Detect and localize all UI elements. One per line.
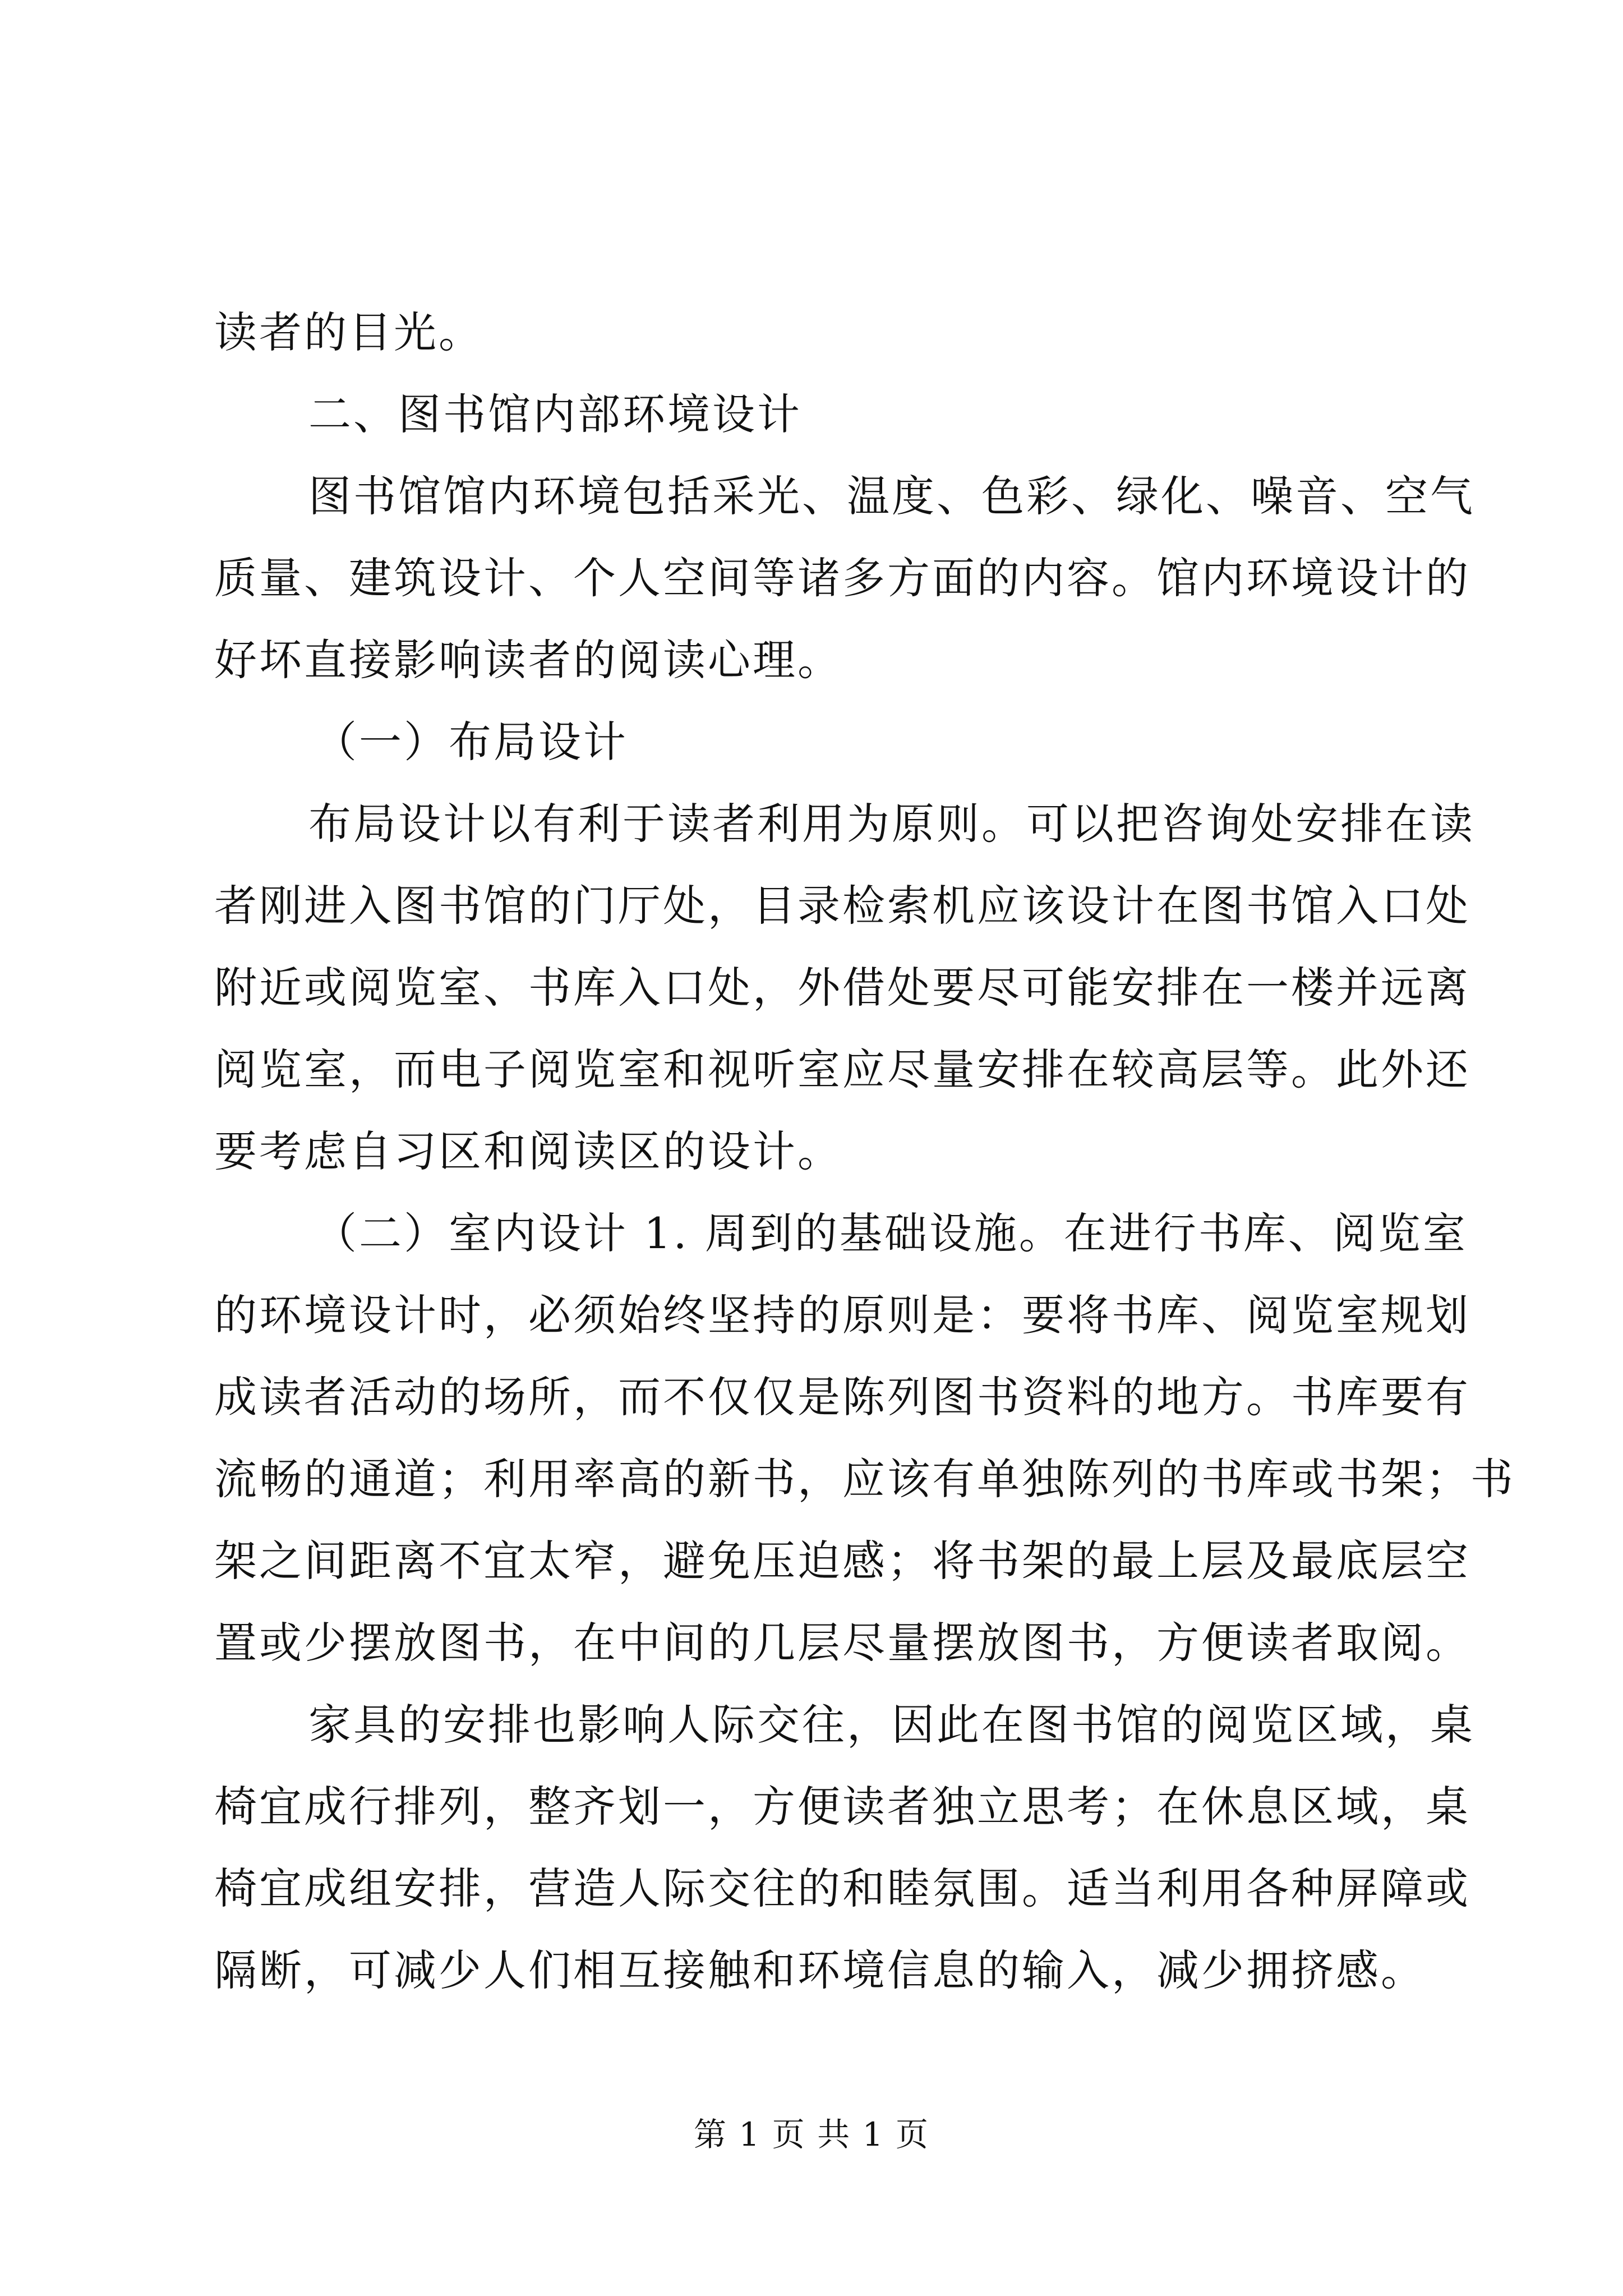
text-line: 成读者活动的场所，而不仅仅是陈列图书资料的地方。书库要有 (214, 1372, 1470, 1422)
text-line: 好坏直接影响读者的阅读心理。 (214, 635, 842, 685)
text-line: 附近或阅览室、书库入口处，外借处要尽可能安排在一楼并远离 (214, 963, 1470, 1013)
text-line: 的环境设计时，必须始终坚持的原则是：要将书库、阅览室规划 (214, 1290, 1470, 1340)
text-line: 布局设计以有利于读者利用为原则。可以把咨询处安排在读 (308, 799, 1475, 849)
text-line: 读者的目光。 (214, 307, 483, 357)
text-line: 者刚进入图书馆的门厅处，目录检索机应该设计在图书馆入口处 (214, 881, 1470, 931)
text-line: 阅览室，而电子阅览室和视听室应尽量安排在较高层等。此外还 (214, 1045, 1470, 1094)
text-line: 质量、建筑设计、个人空间等诸多方面的内容。馆内环境设计的 (214, 553, 1470, 603)
section-heading: 二、图书馆内部环境设计 (308, 389, 802, 439)
text-line: 图书馆馆内环境包括采光、温度、色彩、绿化、噪音、空气 (308, 471, 1475, 521)
subsection-heading: （二）室内设计 1. 周到的基础设施。在进行书库、阅览室 (314, 1208, 1468, 1258)
page-footer (0, 2115, 1623, 2154)
text-line: 要考虑自习区和阅读区的设计。 (214, 1126, 842, 1176)
subsection-heading: （一）布局设计 (314, 717, 628, 767)
text-line: 架之间距离不宜太窄，避免压迫感；将书架的最上层及最底层空 (214, 1536, 1470, 1586)
text-line: 隔断，可减少人们相互接触和环境信息的输入，减少拥挤感。 (214, 1945, 1426, 1995)
text-line: 家具的安排也影响人际交往，因此在图书馆的阅览区域，桌 (308, 1700, 1475, 1750)
document-body (214, 292, 1515, 2012)
text-line: 椅宜成组安排，营造人际交往的和睦氛围。适当利用各种屏障或 (214, 1864, 1470, 1913)
text-line: 置或少摆放图书，在中间的几层尽量摆放图书，方便读者取阅。 (214, 1618, 1470, 1668)
text-line: 流畅的通道；利用率高的新书，应该有单独陈列的书库或书架；书 (214, 1454, 1515, 1504)
page-number: 第 1 页 共 1 页 (694, 2115, 929, 2154)
text-line: 椅宜成行排列，整齐划一，方便读者独立思考；在休息区域，桌 (214, 1782, 1470, 1832)
